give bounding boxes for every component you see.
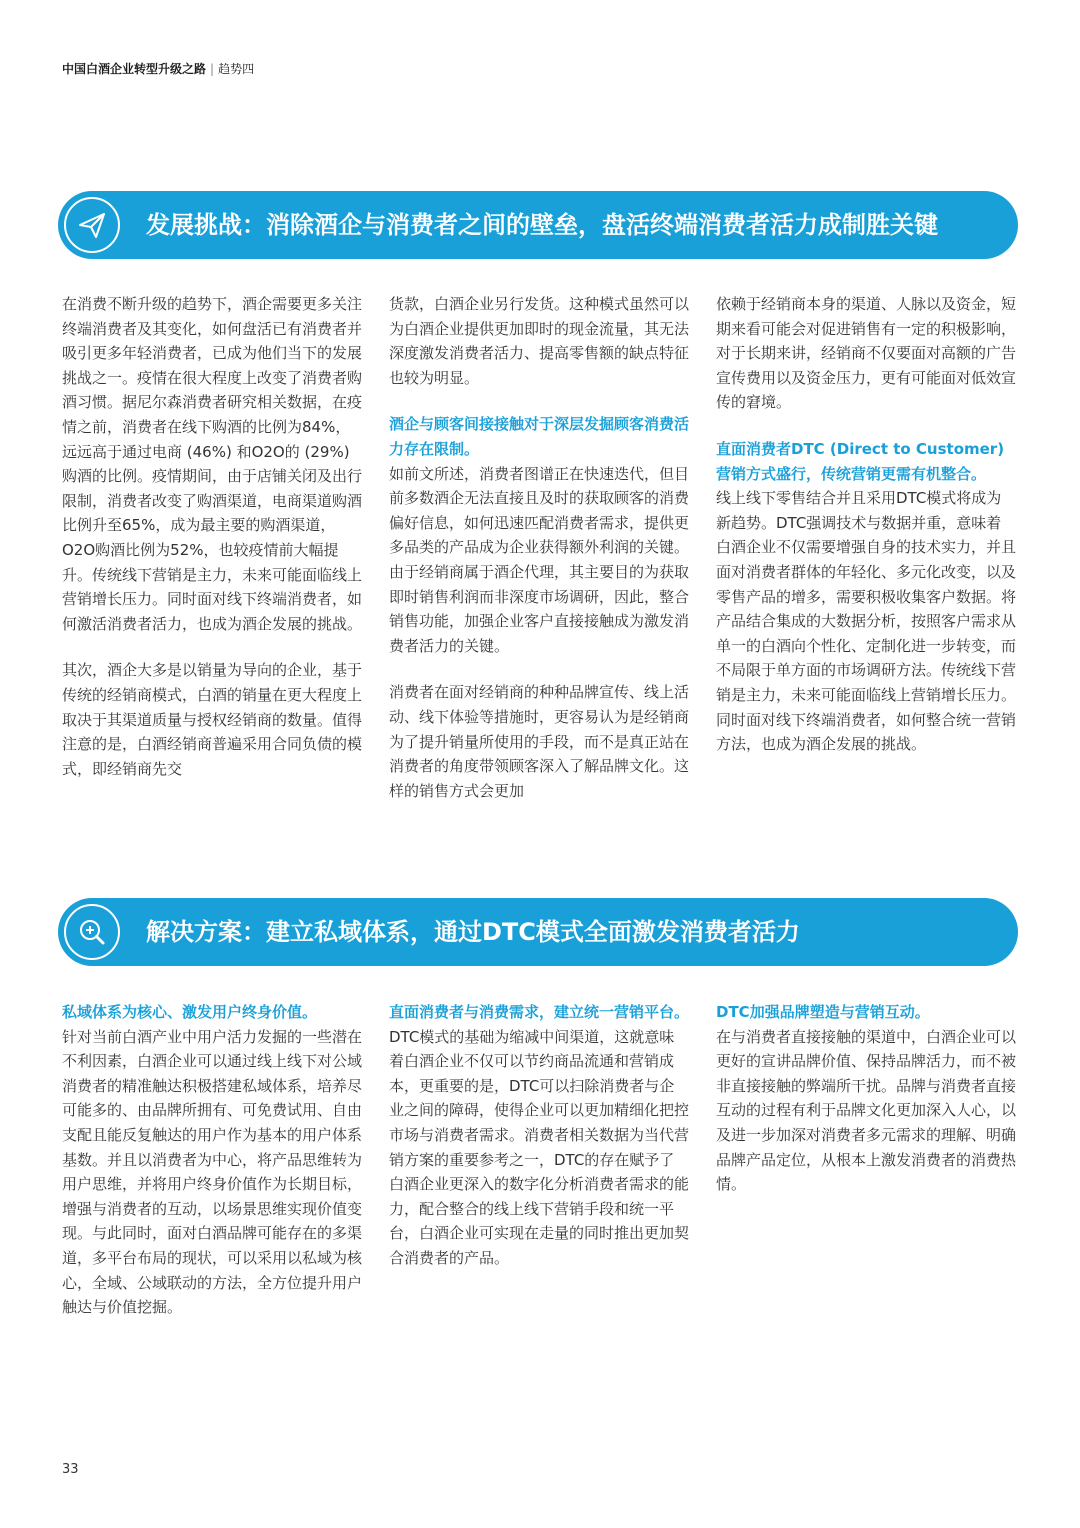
chapter-label: 趋势四	[218, 62, 255, 76]
subheading: 直面消费者与消费需求，建立统一营销平台。	[389, 1003, 690, 1021]
section-banner-solution	[58, 898, 1018, 966]
column-3	[716, 292, 1016, 779]
paragraph: 线上线下零售结合并且采用DTC模式将成为新趋势。DTC强调技术与数据并重，意味着白酒企业不仅需要增强自身的技术实力，并且面对消费者群体的年轻化、多元化改变，以及零售产品的增多，需要积极收集客户数据。将产品结合集成的大数据分析，按照客户需求从单一的白酒向个性化、定制化进一步转变，而不局限于单方面的市场调研方法。传统线下营销是主力，未来可能面临线上营销增长压力。同时面对线下终端消费者，如何整合统一营销方法，也成为酒企发展的挑战。	[716, 489, 1017, 754]
column-3	[716, 1000, 1016, 1219]
subheading: 酒企与顾客间接接触对于深层发掘顾客消费活力存在限制。	[389, 415, 690, 458]
header-separator: |	[210, 62, 215, 76]
subheading: 私域体系为核心、激发用户终身价值。	[62, 1003, 318, 1021]
paper-plane-icon	[64, 197, 120, 253]
subheading: DTC加强品牌塑造与营销互动。	[716, 1003, 930, 1021]
column-1	[62, 1000, 362, 1342]
paragraph: 在消费不断升级的趋势下，酒企需要更多关注终端消费者及其变化，如何盘活已有消费者并吸引更多年轻消费者，已成为他们当下的发展挑战之一。疫情在很大程度上改变了消费者购酒习惯。据尼尔森消费者研究相关数据，在疫情之前，消费者在线下购酒的比例为84%，远远高于通过电商 (46%) 和O2O的 (29%) 购酒的比例。疫情期间，由于店铺关闭及出行限制，消费者改变了购酒渠道，电商渠道购酒比例升至65%，成为最主要的购酒渠道，O2O购酒比例为52%，也较疫情前大幅提升。传统线下营销是主力，未来可能面临线上营销增长压力。同时面对线下终端消费者，如何激活消费者活力，也成为酒企发展的挑战。	[62, 295, 363, 633]
column-2	[389, 292, 689, 825]
paragraph: 依赖于经销商本身的渠道、人脉以及资金，短期来看可能会对促进销售有一定的积极影响，对于长期来讲，经销商不仅要面对高额的广告宣传费用以及资金压力，更有可能面对低效宣传的窘境。	[716, 295, 1017, 412]
paragraph: 如前文所述，消费者图谱正在快速迭代，但目前多数酒企无法直接且及时的获取顾客的消费偏好信息，如何迅速匹配消费者需求，提供更多品类的产品成为企业获得额外利润的关键。由于经销商属于酒企代理，其主要目的为获取即时销售利润而非深度市场调研，因此，整合销售功能，加强企业客户直接接触成为激发消费者活力的关键。	[389, 464, 690, 655]
section-title: 发展挑战：消除酒企与消费者之间的壁垒，盘活终端消费者活力成制胜关键	[146, 211, 938, 239]
column-2	[389, 1000, 689, 1293]
running-header	[62, 60, 254, 77]
column-1	[62, 292, 362, 803]
paragraph: 其次，酒企大多是以销量为导向的企业，基于传统的经销商模式，白酒的销量在更大程度上取决于其渠道质量与授权经销商的数量。值得注意的是，白酒经销商普遍采用合同负债的模式，即经销商先交	[62, 661, 363, 778]
paragraph: 在与消费者直接接触的渠道中，白酒企业可以更好的宣讲品牌价值、保持品牌活力，而不被非直接接触的弊端所干扰。品牌与消费者直接互动的过程有利于品牌文化更加深入人心，以及进一步加深对消费者多元需求的理解、明确品牌产品定位，从根本上激发消费者的消费热情。	[716, 1027, 1017, 1194]
paragraph: 针对当前白酒产业中用户活力发掘的一些潜在不利因素，白酒企业可以通过线上线下对公域消费者的精准触达积极搭建私域体系，培养尽可能多的、由品牌所拥有、可免费试用、自由支配且能反复触达的用户作为基本的用户体系基数。并且以消费者为中心，将产品思维转为用户思维，并将用户终身价值作为长期目标，增强与消费者的互动，以场景思维实现价值变现。与此同时，面对白酒品牌可能存在的多渠道，多平台布局的现状，可以采用以私域为核心，全域、公域联动的方法，全方位提升用户触达与价值挖掘。	[62, 1027, 363, 1317]
paragraph: 消费者在面对经销商的种种品牌宣传、线上活动、线下体验等措施时，更容易认为是经销商为了提升销量所使用的手段，而不是真正站在消费者的角度带领顾客深入了解品牌文化。这样的销售方式会更加	[389, 683, 690, 800]
paragraph: DTC模式的基础为缩减中间渠道，这就意味着白酒企业不仅可以节约商品流通和营销成本，更重要的是，DTC可以扫除消费者与企业之间的障碍，使得企业可以更加精细化把控市场与消费者需求。消费者相关数据为当代营销方案的重要参考之一，DTC的存在赋予了白酒企业更深入的数字化分析消费者需求的能力，配合整合的线上线下营销手段和统一平台，白酒企业可实现在走量的同时推出更加契合消费者的产品。	[389, 1027, 690, 1267]
page-number: 33	[62, 1462, 79, 1477]
paragraph: 货款，白酒企业另行发货。这种模式虽然可以为白酒企业提供更加即时的现金流量，其无法深度激发消费者活力、提高零售额的缺点特征也较为明显。	[389, 295, 690, 387]
section-banner-challenge	[58, 191, 1018, 259]
section-title: 解决方案：建立私域体系，通过DTC模式全面激发消费者活力	[146, 918, 800, 946]
document-title: 中国白酒企业转型升级之路	[62, 62, 207, 76]
subheading: 直面消费者DTC (Direct to Customer) 营销方式盛行，传统营销更需有机整合。	[716, 439, 1005, 483]
magnifier-plus-icon	[64, 904, 120, 960]
